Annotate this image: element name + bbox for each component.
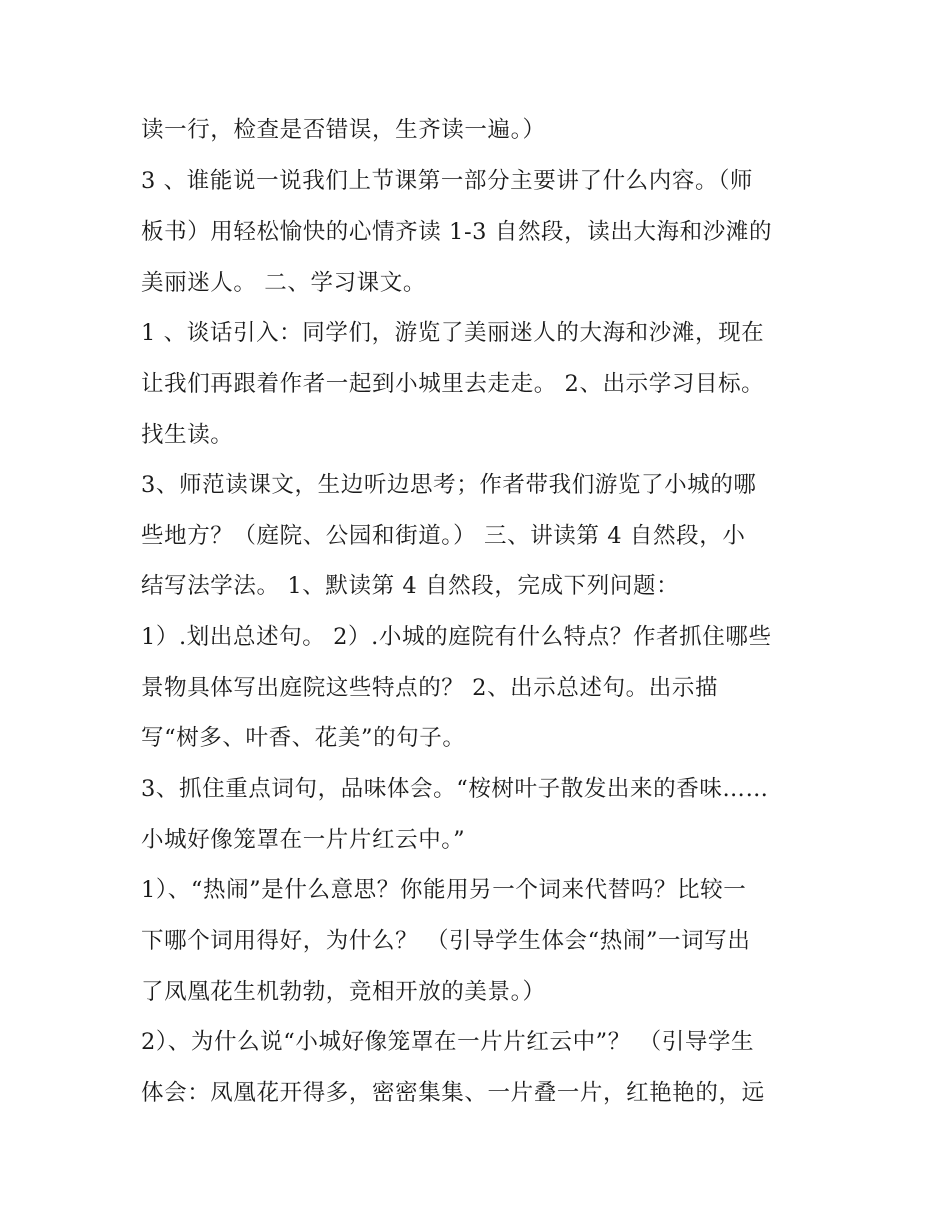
text-line: 板书）用轻松愉快的心情齐读 1-3 自然段，读出大海和沙滩的: [141, 219, 773, 245]
text-line: 找生读。: [141, 422, 234, 448]
text-line: 下哪个词用得好，为什么？ （引导学生体会“热闹”一词写出: [141, 928, 751, 954]
text-line: 读一行，检查是否错误，生齐读一遍。）: [141, 117, 546, 143]
text-line: 写“树多、叶香、花美”的句子。: [141, 725, 466, 751]
text-line: 些地方？（庭院、公园和街道。） 三、讲读第 4 自然段，小: [141, 523, 746, 549]
text-line: 让我们再跟着作者一起到小城里去走走。 2、出示学习目标。: [141, 371, 765, 397]
text-line: 3、师范读课文，生边听边思考；作者带我们游览了小城的哪: [141, 472, 757, 498]
text-line: 1 、谈话引入：同学们，游览了美丽迷人的大海和沙滩，现在: [141, 320, 765, 346]
text-line: 3 、谁能说一说我们上节课第一部分主要讲了什么内容。（师: [141, 168, 754, 194]
text-line: 1）.划出总述句。 2）.小城的庭院有什么特点？作者抓住哪些: [141, 624, 772, 650]
text-line: 3、抓住重点词句，品味体会。“桉树叶子散发出来的香味……: [141, 776, 769, 802]
text-line: 小城好像笼罩在一片片红云中。”: [141, 827, 466, 853]
text-line: 了凤凰花生机勃勃，竞相开放的美景。）: [141, 979, 546, 1005]
text-line: 景物具体写出庭院这些特点的？ 2、出示总述句。出示描: [141, 675, 719, 701]
text-line: 美丽迷人。 二、学习课文。: [141, 270, 426, 296]
text-line: 2）、为什么说“小城好像笼罩在一片片红云中”？ （引导学生: [141, 1029, 755, 1055]
text-line: 结写法学法。 1、默读第 4 自然段，完成下列问题：: [141, 573, 680, 599]
text-line: 1）、“热闹”是什么意思？你能用另一个词来代替吗？比较一: [141, 877, 747, 903]
text-line: 体会：凤凰花开得多，密密集集、一片叠一片，红艳艳的，远: [141, 1080, 765, 1106]
